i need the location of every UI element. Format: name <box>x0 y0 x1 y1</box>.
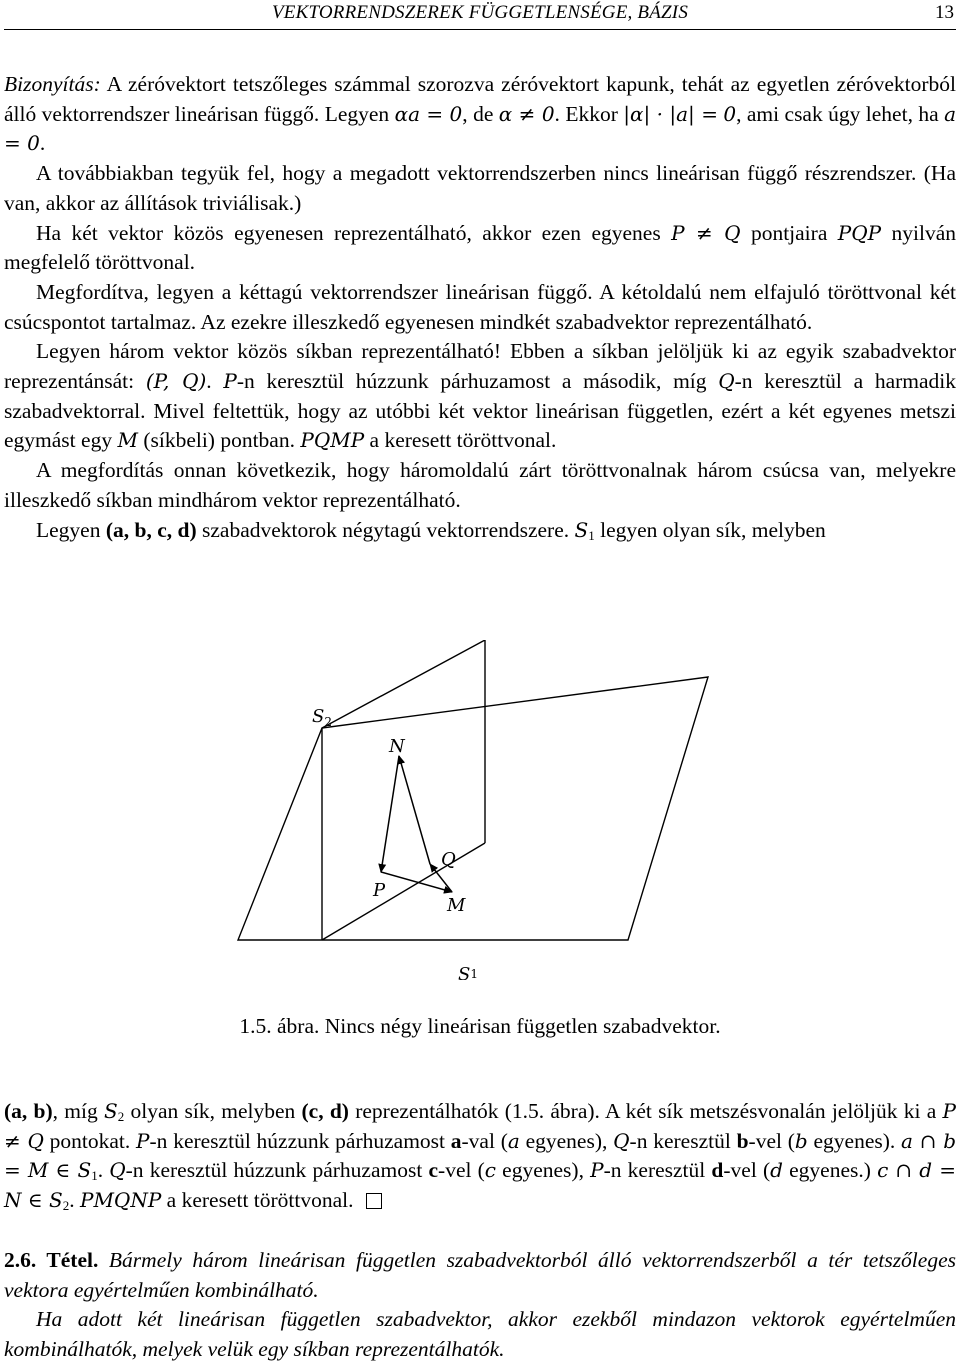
figure-caption: 1.5. ábra. Nincs négy lineárisan független szabadvektor. <box>239 1014 721 1038</box>
math-run: α ≠ 0 <box>498 101 555 126</box>
math-run: |α| · |a| = <box>623 101 718 126</box>
text-run: A zéróvektort tetszőleges számmal szorozva zéróvektort kapunk, tehát az egyetlen zéróvektorból álló vektorrendszer lineárisan függő. Legyen <box>4 72 956 126</box>
math-run: P <box>590 1158 604 1183</box>
math-run: b <box>736 1128 749 1153</box>
text-run: -n keresztül <box>629 1128 737 1153</box>
subscript: 1 <box>588 527 595 543</box>
math-run: S <box>574 517 589 542</box>
math-run: d <box>770 1158 783 1183</box>
text-run: szabadvektorok négytagú vektorrendszere. <box>196 517 575 542</box>
text-run: . Ekkor <box>554 101 624 126</box>
text-run: a keresett töröttvonal. <box>161 1188 354 1213</box>
math-run: a = 0 <box>4 101 956 156</box>
figure-diagram <box>0 640 960 980</box>
math-run: (c, d) <box>301 1099 349 1123</box>
proof-body <box>4 70 956 545</box>
math-run: PQP <box>837 220 882 245</box>
proof-paragraph-6: A megfordítás onnan következik, hogy háromoldalú zárt töröttvonalnak három csúcsa van, melyekre illeszkedő síkban mindhárom vektor reprezentálható. <box>4 458 956 512</box>
label-n: N <box>389 736 405 757</box>
text-run: (síkbeli) pontban. <box>137 428 301 453</box>
text-run: -n keresztül <box>603 1158 712 1183</box>
text-run: legyen olyan sík, melyben <box>594 517 826 542</box>
proof-paragraph-5 <box>4 337 956 456</box>
text-run: . <box>206 369 224 394</box>
math-run: d <box>711 1158 724 1183</box>
math-run: P <box>136 1128 150 1153</box>
text-run: -n keresztül húzzunk párhuzamost <box>125 1158 429 1183</box>
text-run: . <box>69 1188 80 1213</box>
label-s1: S1 <box>458 964 478 980</box>
running-title: VEKTORRENDSZEREK FÜGGETLENSÉGE, BÁZIS <box>271 2 689 23</box>
subscript: 1 <box>91 1168 98 1184</box>
text-run: -val ( <box>461 1128 508 1153</box>
text-run: -vel ( <box>438 1158 485 1183</box>
proof-paragraph-2: A továbbiakban tegyük fel, hogy a megadott vektorrendszerben nincs lineárisan függő részrendszer. (Ha van, akkor az állítások triviálisak.) <box>4 161 956 215</box>
theorem-statement <box>4 1246 956 1305</box>
theorem-block <box>4 1246 956 1365</box>
figure-planes <box>0 640 960 980</box>
vector-n-p <box>381 756 399 872</box>
math-run: M <box>117 428 138 453</box>
math-run: S <box>104 1099 118 1123</box>
math-run: PQMP <box>300 428 365 453</box>
math-run: a <box>507 1128 520 1153</box>
text-run: . <box>39 131 46 156</box>
running-header <box>0 2 960 30</box>
label-p: P <box>373 880 386 901</box>
math-run: Q <box>718 369 735 394</box>
math-run: a <box>450 1128 462 1153</box>
math-run: (P, Q) <box>145 369 207 394</box>
subscript: 2 <box>117 1109 125 1124</box>
math-run: c ∩ d = N ∈ S <box>4 1158 957 1213</box>
math-run: P <box>223 369 237 394</box>
math-run: c <box>484 1158 496 1183</box>
text-run: reprezentálhatók (1.5. ábra). A két sík metszésvonalán jelöljük ki a <box>348 1099 943 1123</box>
math-run: (a, b) <box>4 1099 53 1123</box>
math-run: αa = 0 <box>394 101 463 126</box>
label-s2: $S_2$ <box>312 706 332 729</box>
text-run: -vel ( <box>723 1158 771 1183</box>
intersection-line <box>322 843 485 940</box>
text-run: , de <box>462 101 499 126</box>
proof-paragraph-7 <box>4 516 956 546</box>
page-number: 13 <box>935 2 954 23</box>
text-run: a keresett töröttvonal. <box>364 428 557 453</box>
header-rule <box>4 29 956 30</box>
math-run: a ∩ b = M ∈ S <box>4 1128 957 1183</box>
proof-paragraph-4: Megfordítva, legyen a kéttagú vektorrendszer lineárisan függő. A kétoldalú nem elfajuló töröttvonal két csúcspontot tartalmaz. Az ezekre illeszkedő egyenesen mindkét szabadvektor reprezentálható. <box>4 279 956 334</box>
text-run: Legyen <box>36 517 106 542</box>
theorem-number: 2.6. Tétel. <box>4 1248 99 1272</box>
proof-label: Bizonyítás: <box>4 72 101 96</box>
subscript: 2 <box>62 1198 70 1214</box>
plane-s1-outline <box>238 677 708 940</box>
label-m: M <box>447 895 466 916</box>
math-run: PMQNP <box>79 1188 162 1213</box>
text-run: egyenes.) <box>782 1158 878 1183</box>
proof-paragraph-1 <box>4 70 956 159</box>
proof-paragraph-3 <box>4 219 956 278</box>
theorem-text: Bármely három lineárisan független szabadvektorból álló vektorrendszerből a tér tetszőleges vektora egyértelműen kombinálható. <box>4 1248 956 1302</box>
proof-continuation <box>4 1097 956 1216</box>
vector-p-m <box>381 872 452 892</box>
text-run: -vel ( <box>748 1128 795 1153</box>
math-run: P ≠ Q <box>4 1099 957 1153</box>
theorem-remark: Ha adott két lineárisan független szabadvektor, akkor ezekből mindazon vektorok egyértelműen kombinálhatók, melyek velük egy síkban reprezentálhatók. <box>4 1307 956 1362</box>
text-run: . <box>97 1158 110 1183</box>
vector-q-n <box>399 756 430 864</box>
text-run: , míg <box>52 1099 105 1123</box>
math-run: Q <box>613 1128 630 1153</box>
math-run: 0 <box>723 101 737 126</box>
text-run: , ami csak úgy lehet, ha <box>736 101 945 126</box>
continuation-paragraph <box>4 1097 956 1216</box>
text-run: Ha két vektor közös egyenesen reprezentálható, akkor ezen egyenes <box>36 220 672 245</box>
label-q: Q <box>441 849 456 870</box>
text-run: -n keresztül húzzunk párhuzamost a második, míg <box>236 369 719 394</box>
text-run: egyenes), <box>519 1128 614 1153</box>
text-run: nyilván megfelelő töröttvonal. <box>4 220 956 275</box>
text-run: egyenes). <box>807 1128 902 1153</box>
text-run: olyan sík, melyben <box>124 1099 302 1123</box>
math-run: (a, b, c, d) <box>105 517 197 542</box>
text-run: Legyen három vektor közös síkban reprezentálható! Ebben a síkban jelöljük ki az egyik szabadvektor reprezentánsát: <box>4 339 956 394</box>
text-run: pontjaira <box>740 220 838 245</box>
qed-square-icon <box>366 1193 382 1209</box>
text-run: pontokat. <box>43 1128 137 1153</box>
math-run: c <box>428 1158 439 1183</box>
text-run: -n keresztül húzzunk párhuzamost <box>149 1128 451 1153</box>
math-run: P ≠ Q <box>671 220 741 245</box>
text-run: egyenes), <box>496 1158 591 1183</box>
math-run: Q <box>109 1158 126 1183</box>
math-run: b <box>794 1128 808 1153</box>
text-run: -n keresztül a harmadik szabadvektorral. Mivel feltettük, hogy az utóbbi két vektor lineárisan független, ezért a két egyenes metszi egymást egy <box>4 369 957 453</box>
